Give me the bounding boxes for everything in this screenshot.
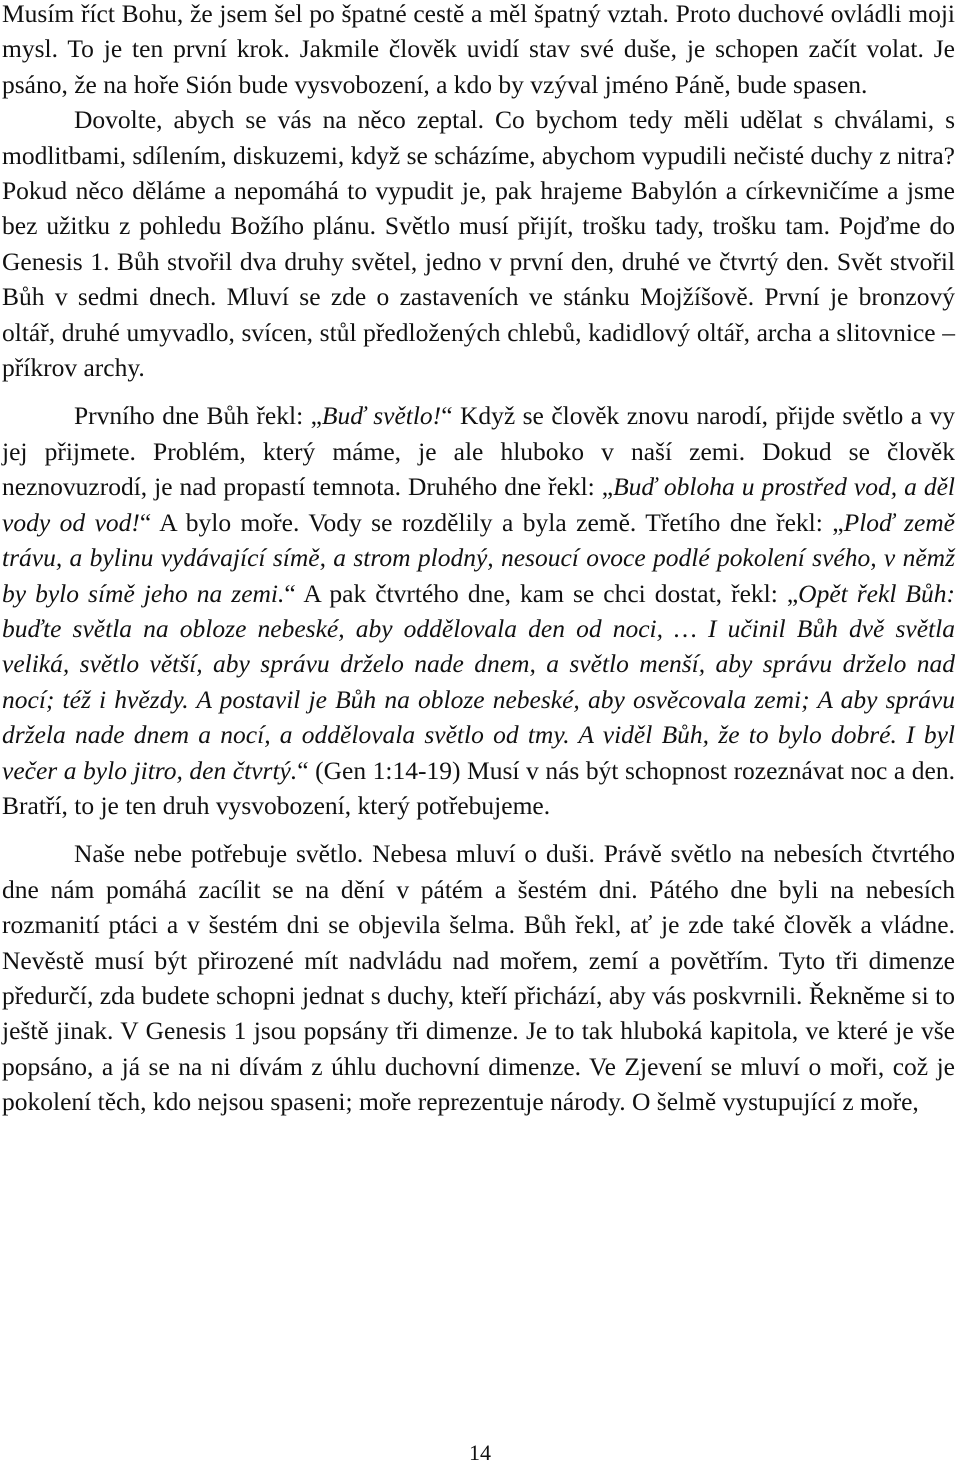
paragraph-4 [2,836,955,1119]
text-run: Dovolte, abych se vás na něco zeptal. Co bychom tedy měli udělat s chválami, s modlitbami, sdílením, diskuzemi, když se scházíme, abychom vypudili nečisté duchy z nitra? Pokud něco děláme a nepomáhá to vypudit je, pak hrajeme Babylón a církevničíme a jsme bez užitku z pohledu Božího plánu. Světlo musí přijít, trošku tady, trošku tam. Pojďme do Genesis 1. Bůh stvořil dva druhy světel, jedno v první den, druhé ve čtvrtý den. Svět stvořil Bůh v sedmi dnech. Mluví se zde o zastaveních ve stánku Mojžíšově. První je bronzový oltář, druhé umyvadlo, svícen, stůl předložených chlebů, kadidlový oltář, archa a slitovnice – příkrov archy. [2,105,955,383]
quote-text: Buď světlo! [321,401,442,431]
quote-text: Ploď země trávu, a bylinu vydávající símě, a strom plodný, nesoucí ovoce podlé pokolení svého, v němž by bylo símě jeho na zemi. [2,507,955,608]
paragraph-2 [2,102,955,385]
page-number: 14 [469,1440,491,1465]
text-run: Prvního dne Bůh řekl: „ [74,401,322,431]
text-run: “ (Gen 1:14-19) Musí v nás být schopnost rozeznávat noc a den. Bratří, to je ten druh vysvobození, který potřebujeme. [2,755,955,820]
text-run: Naše nebe potřebuje světlo. Nebesa mluví o duši. Právě světlo na nebesích čtvrtého dne nám pomáhá zacílit se na dění v pátém a šestém dni. Pátého dne byli na nebesích rozmanití ptáci a v šestém dni se objevila šelma. Bůh řekl, ať je zde také člověk a vládne. Nevěstě musí být přirozené mít nadvládu nad mořem, zemí a povětřím. Tyto tři dimenze předurčí, zda budete schopni jednat s duchy, kteří přichází, aby vás poskvrnili. Řekněme si to ještě jinak. V Genesis 1 jsou popsány tři dimenze. Je to tak hluboká kapitola, ve které je vše popsáno, a já se na ni dívám z úhlu duchovní dimenze. Ve Zjevení se mluví o moři, což je pokolení těch, kdo nejsou spaseni; moře reprezentuje národy. O šelmě vystupující z moře, [2,839,955,1117]
paragraph-3 [2,398,955,823]
text-run: “ A pak čtvrtého dne, kam se chci dostat, řekl: „ [284,578,799,608]
paragraph-1 [2,0,955,102]
body-text [2,0,955,1120]
quote-text: Buď obloha u prostřed vod, a děl vody od vod! [2,472,956,537]
quote-text: Opět řekl Bůh: buďte světla na obloze nebeské, aby oddělovala den od noci, … I učinil Bůh dvě světla veliká, světlo větší, aby správu drželo nade dnem, a světlo menší, aby správu drželo nad nocí; též i hvězdy. A postavil je Bůh na obloze nebeské, aby osvěcovala zemi; A aby správu držela nade dnem a nocí, a oddělovala světlo od tmy. A viděl Bůh, že to bylo dobré. I byl večer a bylo jitro, den čtvrtý. [2,578,956,785]
text-run: “ Když se člověk znovu narodí, přijde světlo a vy jej přijmete. Problém, který máme, je ale hluboko v naší zemi. Dokud se člověk neznovuzrodí, je nad propastí temnota. Druhého dne řekl: „ [2,401,956,502]
text-run: Musím říct Bohu, že jsem šel po špatné cestě a měl špatný vztah. Proto duchové ovládli moji mysl. To je ten první krok. Jakmile člověk uvidí stav své duše, je schopen začít volat. Je psáno, že na hoře Sión bude vysvobození, a kdo by vzýval jméno Páně, bude spasen. [2,0,955,99]
text-run: “ A bylo moře. Vody se rozdělily a byla země. Třetího dne řekl: „ [139,507,844,537]
